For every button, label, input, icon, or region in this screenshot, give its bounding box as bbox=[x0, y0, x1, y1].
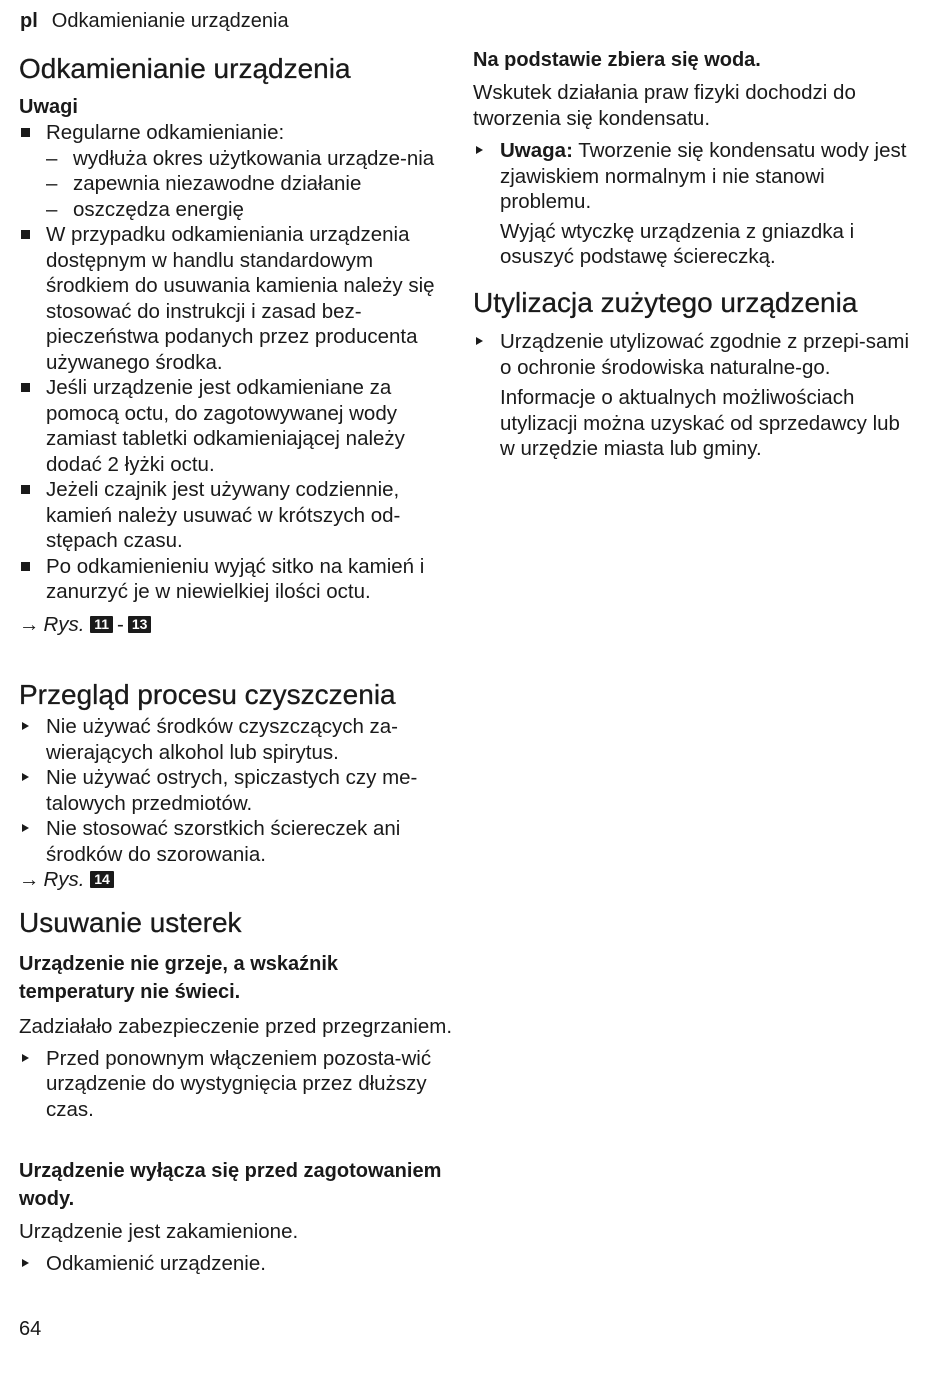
figure-number-badge: 13 bbox=[128, 616, 152, 633]
troubleshooting-problem-1 bbox=[19, 950, 459, 1122]
header-title: Odkamienianie urządzenia bbox=[51, 10, 289, 32]
problem-cause: Zadziałało zabezpieczenie przed przegrzaniem. bbox=[19, 1015, 453, 1038]
notes-label: Uwagi bbox=[19, 96, 78, 118]
section-heading-disposal: Utylizacja zużytego urządzenia bbox=[473, 287, 858, 318]
figure-number-badge: 11 bbox=[90, 616, 113, 633]
problem-actions bbox=[19, 1046, 459, 1123]
section-heading-troubleshooting: Usuwanie usterek bbox=[19, 907, 242, 938]
list-item: Nie używać środków czyszczących za-wierających alkohol lub spirytus. bbox=[19, 714, 459, 765]
note-label: Uwaga: bbox=[500, 139, 573, 162]
arrow-right-icon: → bbox=[19, 868, 40, 891]
list-item: W przypadku odkamieniania urządzenia dostępnym w handlu standardowym środkiem do usuwania kamienia należy się stosować do instrukcji i zasad bez-pieczeństwa podanych przez producenta używanego środka. bbox=[19, 222, 459, 375]
problem-actions bbox=[473, 138, 918, 215]
disposal-list bbox=[473, 329, 918, 380]
section-heading-descaling: Odkamienianie urządzenia bbox=[19, 53, 351, 84]
language-code: pl bbox=[20, 10, 38, 32]
figure-reference: → Rys. 11 - 13 bbox=[19, 612, 459, 638]
list-item: Po odkamienieniu wyjąć sitko na kamień i zanurzyć je w niewielkiej ilości octu. bbox=[19, 554, 459, 605]
page-number: 64 bbox=[19, 1318, 42, 1340]
list-item: Urządzenie utylizować zgodnie z przepi-sami o ochronie środowiska naturalne-go. bbox=[473, 329, 918, 380]
list-item: Przed ponownym włączeniem pozosta-wić urządzenie do wystygnięcia przez dłuższy czas. bbox=[19, 1046, 459, 1123]
arrow-right-icon: → bbox=[19, 612, 40, 636]
problem-cause: Wskutek działania praw fizyki dochodzi do tworzenia się kondensatu. bbox=[473, 81, 856, 130]
problem-title: Urządzenie wyłącza się przed zagotowaniem wody. bbox=[19, 1160, 442, 1210]
section-heading-cleaning: Przegląd procesu czyszczenia bbox=[19, 679, 396, 710]
troubleshooting-problem-2 bbox=[19, 1157, 459, 1276]
figure-number-badge: 14 bbox=[90, 871, 114, 888]
list-item: Uwaga: Tworzenie się kondensatu wody jest zjawiskiem normalnym i nie stanowi problemu. bbox=[473, 138, 918, 215]
problem-cause: Urządzenie jest zakamienione. bbox=[19, 1220, 299, 1243]
list-item: Jeśli urządzenie jest odkamieniane za pomocą octu, do zagotowywanej wody zamiast tabletki odkamieniającej należy dodać 2 łyżki octu. bbox=[19, 375, 459, 477]
list-item: – oszczędza energię bbox=[46, 197, 459, 223]
figure-reference: → Rys. 14 bbox=[19, 867, 459, 893]
list-item: Nie używać ostrych, spiczastych czy me-talowych przedmiotów. bbox=[19, 765, 459, 816]
list-item: Regularne odkamienianie: – wydłuża okres użytkowania urządze-nia – zapewnia niezawodne działanie – oszczędza energię bbox=[19, 120, 459, 222]
list-item: – zapewnia niezawodne działanie bbox=[46, 171, 459, 197]
notes-list bbox=[19, 120, 459, 605]
disposal-notes bbox=[473, 329, 918, 462]
cleaning-list bbox=[19, 714, 459, 867]
problem-actions bbox=[19, 1251, 459, 1277]
troubleshooting-problem-3 bbox=[473, 46, 918, 270]
sub-list bbox=[46, 146, 459, 223]
running-header bbox=[20, 8, 289, 34]
list-item: – wydłuża okres użytkowania urządze-nia bbox=[46, 146, 459, 172]
descaling-notes bbox=[19, 94, 459, 638]
cleaning-notes bbox=[19, 714, 459, 893]
disposal-info: Informacje o aktualnych możliwościach utylizacji można uzyskać od sprzedawcy lub w urzędzie miasta lub gminy. bbox=[500, 386, 900, 460]
list-item: Jeżeli czajnik jest używany codziennie, kamień należy usuwać w krótszych od-stępach czasu. bbox=[19, 477, 459, 554]
list-item: Nie stosować szorstkich ściereczek ani środków do szorowania. bbox=[19, 816, 459, 867]
problem-title: Urządzenie nie grzeje, a wskaźnik temperatury nie świeci. bbox=[19, 953, 339, 1003]
problem-action-text: Wyjąć wtyczkę urządzenia z gniazdka i osuszyć podstawę ściereczką. bbox=[500, 219, 855, 268]
list-item: Odkamienić urządzenie. bbox=[19, 1251, 459, 1277]
problem-title: Na podstawie zbiera się woda. bbox=[473, 49, 761, 71]
